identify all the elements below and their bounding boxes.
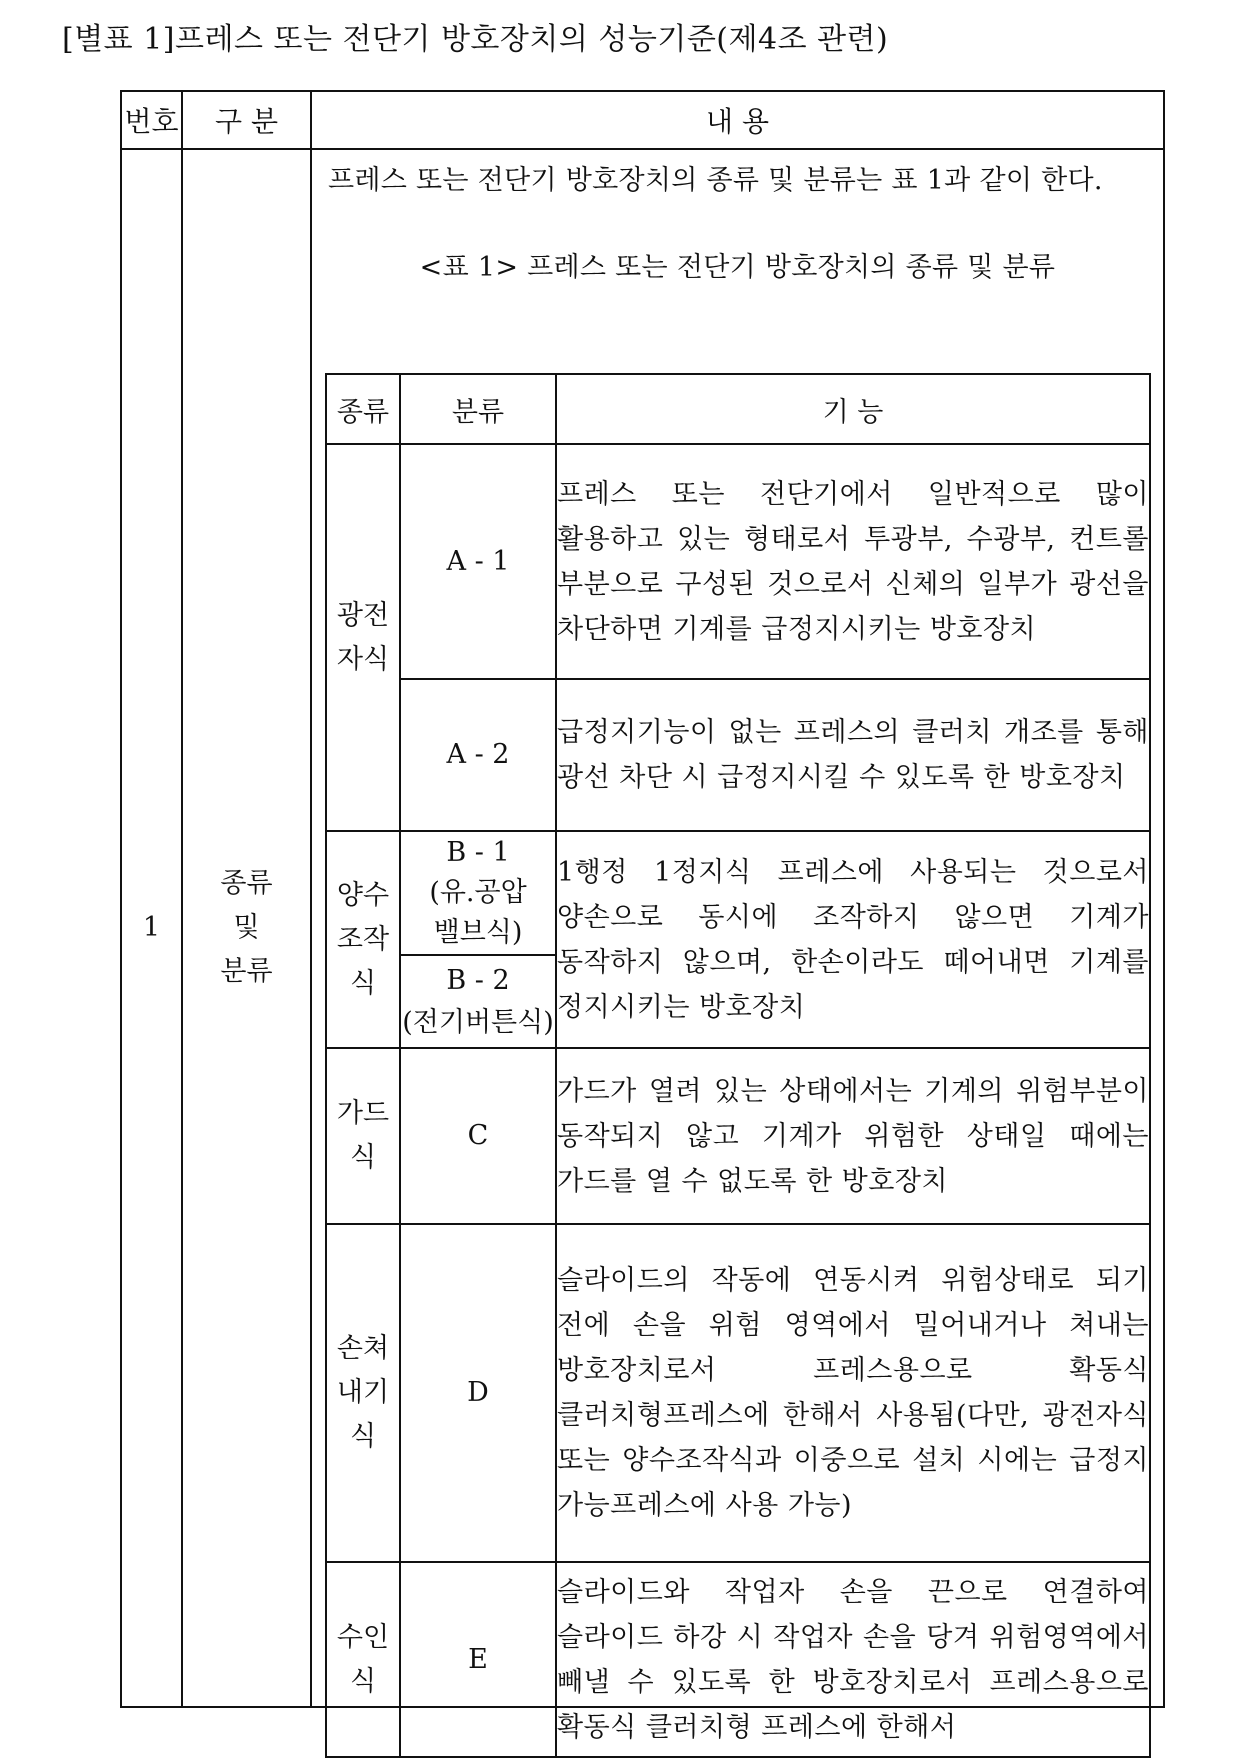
- class-cell: A - 1: [400, 444, 556, 679]
- type-line: 손쳐: [336, 1333, 390, 1364]
- class-line: 밸브식): [433, 917, 523, 948]
- table-row: [121, 149, 1164, 1707]
- header-category: 구 분: [182, 91, 311, 149]
- class-line: (유.공압: [429, 877, 527, 908]
- class-line: B - 2: [446, 964, 510, 996]
- function-cell: 1행정 1정지식 프레스에 사용되는 것으로서 양손으로 동시에 조작하지 않으면 기계가 동작하지 않으며, 한손이라도 떼어내면 기계를 정지시키는 방호장치: [556, 831, 1150, 1048]
- table-row: [326, 1224, 1150, 1562]
- class-line: B - 1: [446, 837, 510, 868]
- header-function: 기 능: [556, 374, 1150, 444]
- intro-text: 프레스 또는 전단기 방호장치의 종류 및 분류는 표 1과 같이 한다.: [328, 165, 1103, 196]
- classification-table: [325, 373, 1151, 1758]
- type-cell: [326, 1048, 400, 1224]
- type-line: 광전: [336, 599, 390, 631]
- type-line: 수인: [336, 1621, 390, 1653]
- function-cell: 프레스 또는 전단기에서 일반적으로 많이 활용하고 있는 형태로서 투광부, 수광부, 컨트롤 부분으로 구성된 것으로서 신체의 일부가 광선을 차단하면 기계를 급정지시키는 방호장치: [556, 444, 1150, 679]
- class-cell: C: [400, 1048, 556, 1224]
- type-cell: [326, 1562, 400, 1757]
- class-line: (전기버튼식): [402, 1006, 554, 1038]
- table-row: [326, 1048, 1150, 1224]
- function-cell: 급정지기능이 없는 프레스의 클러치 개조를 통해 광선 차단 시 급정지시킬 수 있도록 한 방호장치: [556, 679, 1150, 831]
- function-cell: 슬라이드와 작업자 손을 끈으로 연결하여 슬라이드 하강 시 작업자 손을 당겨 위험영역에서 빼낼 수 있도록 한 방호장치로서 프레스용으로 확동식 클러치형 프레스에 한해서: [556, 1562, 1150, 1757]
- row-number: 1: [121, 149, 182, 1707]
- class-cell: [400, 831, 556, 955]
- type-line: 식: [349, 967, 377, 999]
- row-category: [182, 149, 311, 1707]
- type-line: 식: [349, 1142, 377, 1173]
- table-row: [326, 444, 1150, 679]
- type-line: 식: [349, 1421, 377, 1452]
- header-content: 내 용: [311, 91, 1164, 149]
- table-row: [326, 1562, 1150, 1757]
- type-line: 조작: [336, 923, 390, 955]
- category-line: 및: [233, 912, 260, 943]
- table-caption: <표 1> 프레스 또는 전단기 방호장치의 종류 및 분류: [419, 252, 1056, 283]
- type-line: 양수: [336, 879, 390, 911]
- category-line: 분류: [220, 956, 273, 987]
- type-cell: [326, 444, 400, 831]
- table-row: [326, 831, 1150, 955]
- standards-table: [120, 90, 1165, 1743]
- class-cell: D: [400, 1224, 556, 1562]
- class-cell: A - 2: [400, 679, 556, 831]
- type-line: 식: [349, 1665, 377, 1697]
- row-content: [311, 149, 1164, 1743]
- type-line: 내기: [336, 1377, 390, 1408]
- type-line: 자식: [336, 643, 390, 675]
- function-cell: 슬라이드의 작동에 연동시켜 위험상태로 되기 전에 손을 위험 영역에서 밀어내거나 쳐내는 방호장치로서 프레스용으로 확동식 클러치형프레스에 한해서 사용됨(다만, 광전자식 또는 양수조작식과 이중으로 설치 시에는 급정지 가능프레스에 사용 가능): [556, 1224, 1150, 1562]
- type-cell: [326, 1224, 400, 1562]
- header-number: 번호: [121, 91, 182, 149]
- header-type: 종류: [326, 374, 400, 444]
- category-line: 종류: [220, 868, 273, 899]
- class-cell: E: [400, 1562, 556, 1757]
- table-row: [326, 679, 1150, 831]
- header-class: 분류: [400, 374, 556, 444]
- document-title: [별표 1]프레스 또는 전단기 방호장치의 성능기준(제4조 관련): [62, 22, 889, 57]
- function-cell: 가드가 열려 있는 상태에서는 기계의 위험부분이 동작되지 않고 기계가 위험한 상태일 때에는 가드를 열 수 없도록 한 방호장치: [556, 1048, 1150, 1224]
- type-line: 가드: [336, 1098, 390, 1129]
- type-cell: [326, 831, 400, 1048]
- class-cell: [400, 955, 556, 1048]
